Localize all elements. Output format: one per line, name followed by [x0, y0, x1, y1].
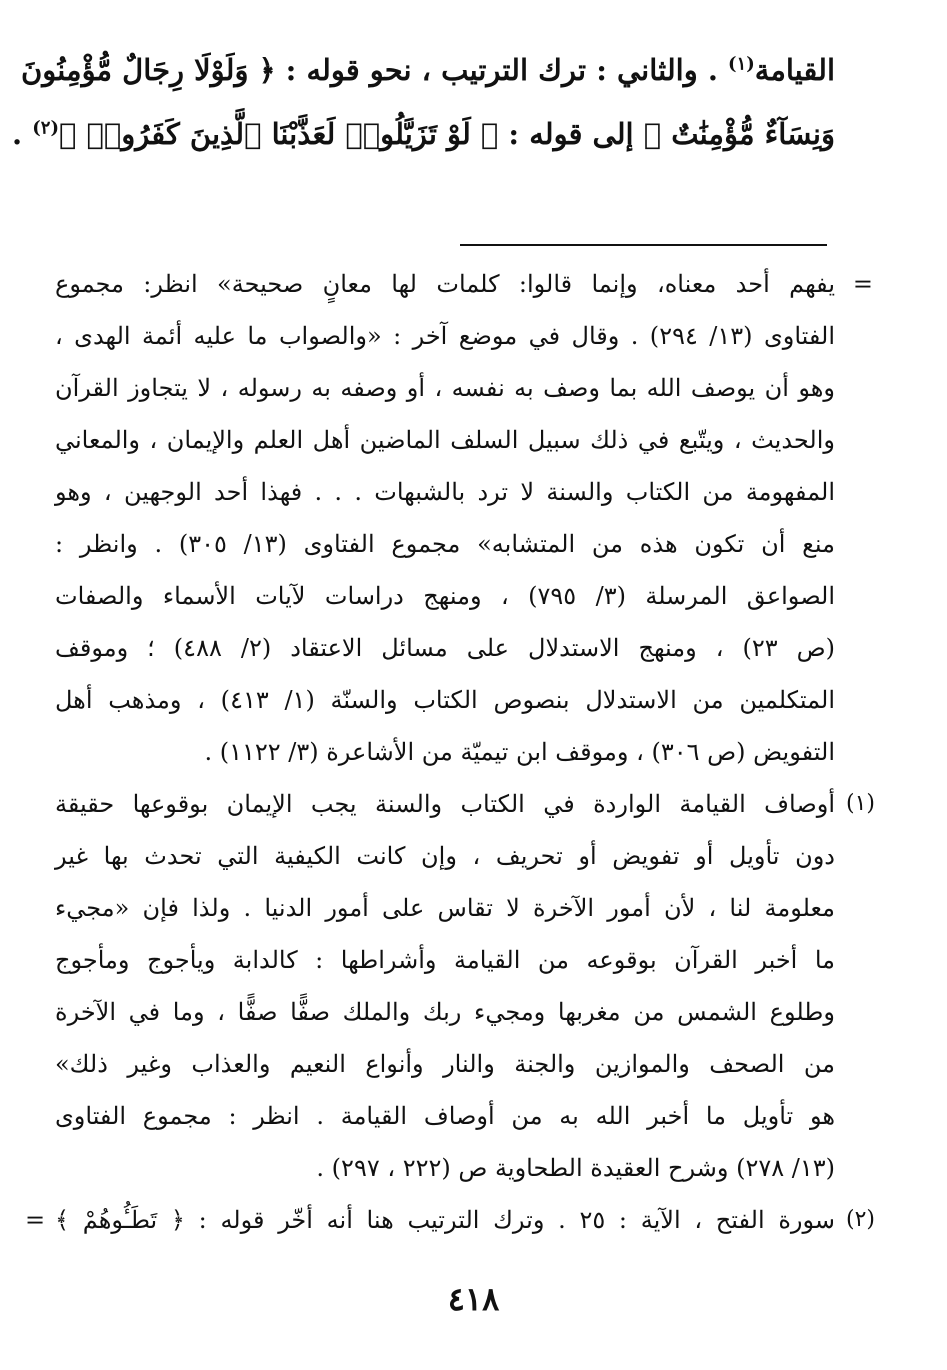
footnote-2 [25, 1194, 875, 1246]
continuation-marker: = [852, 270, 873, 298]
footnote-line: ما أخبر القرآن بوقوعه من القيامة وأشراطها : كالدابة ويأجوج ومأجوج [55, 946, 835, 974]
footnote-line: المفهومة من الكتاب والسنة لا ترد بالشبهات . . . فهذا أحد الوجهين ، وهو [55, 478, 835, 506]
footnote-line: (ص ٢٣) ، ومنهج الاستدلال على مسائل الاعتقاد (٢/ ٤٨٨) ؛ وموقف [55, 634, 835, 662]
page-number: ٤١٨ [447, 1280, 500, 1318]
main-text-line [12, 102, 835, 166]
footnote-1-marker: (١) [845, 791, 875, 816]
footnote-line: والحديث ، ويتّبع في ذلك سبيل السلف الماضين أهل العلم والإيمان ، والمعاني [55, 426, 835, 454]
continues-marker: = [25, 1206, 46, 1234]
footnote-line: هو تأويل ما أخبر الله به من أوصاف القيامة . انظر : مجموع الفتاوى [55, 1102, 835, 1130]
main-text-fragment: . [12, 117, 33, 151]
footnote-line: الصواعق المرسلة (٣/ ٧٩٥) ، ومنهج دراسات لآيات الأسماء والصفات [55, 582, 836, 610]
footnote-ref-1[interactable]: (١) [728, 53, 755, 75]
footnote-line: المتكلمين من الاستدلال بنصوص الكتاب والسنّة (١/ ٤١٣) ، ومذهب أهل [55, 686, 836, 714]
footnote-ref-2[interactable]: (٢) [32, 117, 59, 139]
footnote-line: معلومة لنا ، لأن أمور الآخرة لا تقاس على أمور الدنيا . ولذا فإن «مجيء [55, 894, 835, 922]
main-text-fragment: القيامة [754, 53, 835, 87]
footnote-line: يفهم أحد معناه، وإنما قالوا: كلمات لها معانٍ صحيحة» انظر: مجموع [55, 270, 835, 298]
footnote-line: الفتاوى (١٣/ ٢٩٤) . وقال في موضع آخر : «والصواب ما عليه أئمة الهدى ، [55, 322, 835, 350]
main-text-line [21, 38, 835, 102]
footnote-1 [55, 778, 875, 1194]
footnote-line: دون تأويل أو تفويض أو تحريف ، وإن كانت الكيفية التي تحدث بها غير [55, 842, 835, 870]
quran-quote: وَنِسَآءٌ مُّؤْمِنَٰتٌ ﴾ إلى قوله : ﴿ لَوْ تَزَيَّلُوا۟ لَعَذَّبْنَا ٱلَّذِينَ كَفَرُوا۟ ﴾ [58, 117, 835, 151]
footnote-line: وطلوع الشمس من مغربها ومجيء ربك والملك صفًّا صفًّا ، وما في الآخرة [55, 998, 835, 1026]
footnote-continuation [55, 258, 873, 778]
footnote-line: التفويض (ص ٣٠٦) ، وموقف ابن تيميّة من الأشاعرة (٣/ ١١٢٢) . [204, 738, 835, 766]
footnotes-section [25, 258, 875, 1246]
footnote-divider [460, 244, 827, 246]
main-text-fragment: . والثاني : ترك الترتيب ، نحو قوله : ﴿ وَلَوْلَا رِجَالٌ مُّؤْمِنُونَ [21, 53, 729, 87]
footnote-line: سورة الفتح ، الآية : ٢٥ . وترك الترتيب هنا أنه أخّر قوله : ﴿ تَطَـُٔوهُمْ ﴾ [55, 1206, 836, 1234]
footnote-line: من الصحف والموازين والجنة والنار وأنواع النعيم والعذاب وغير ذلك» [55, 1050, 835, 1078]
footnote-2-marker: (٢) [845, 1207, 875, 1232]
footnote-line: أوصاف القيامة الواردة في الكتاب والسنة يجب الإيمان بوقوعها حقيقة [55, 790, 835, 818]
footnote-line: (١٣/ ٢٧٨) وشرح العقيدة الطحاوية ص (٢٢٢ ، ٢٩٧) . [316, 1154, 835, 1182]
main-text-block [12, 38, 835, 166]
footnote-line: منع أن تكون هذه من المتشابه» مجموع الفتاوى (١٣/ ٣٠٥) . وانظر : [55, 530, 835, 558]
footnote-line: وهو أن يوصف الله بما وصف به نفسه ، أو وصفه به رسوله ، لا يتجاوز القرآن [55, 374, 835, 402]
